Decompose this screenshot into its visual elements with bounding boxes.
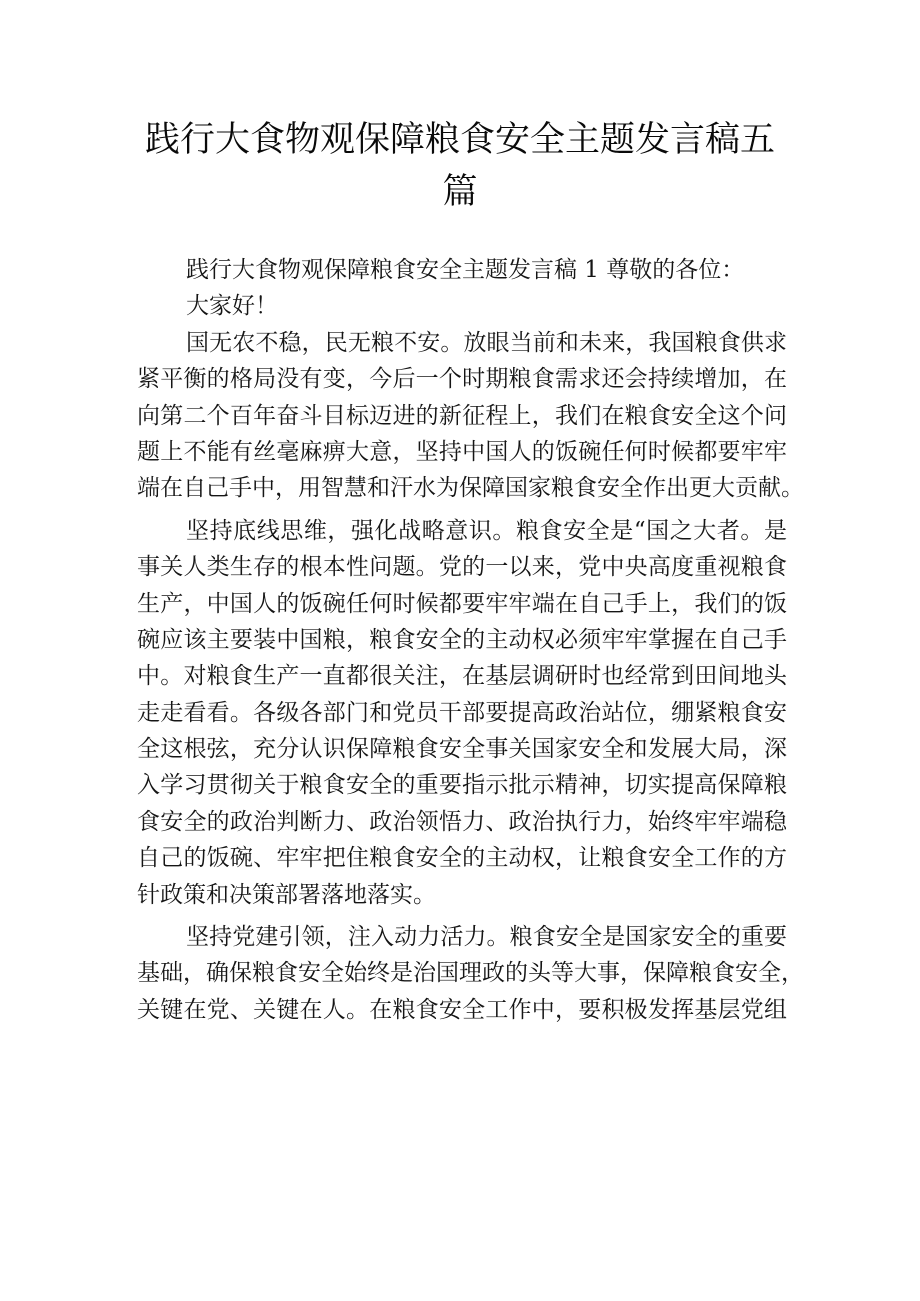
title-line: 践行大食物观保障粮食安全主题发言稿五 [144, 120, 775, 160]
text-line: 坚持党建引领，注入动力活力。粮食安全是国家安全的重要 [186, 924, 787, 951]
paragraph-salutation [137, 252, 787, 288]
text-line: 坚持底线思维，强化战略意识。粮食安全是“国之大者。是 [186, 517, 787, 544]
paragraph-intro [137, 325, 804, 507]
text-line: 紧平衡的格局没有变，今后一个时期粮食需求还会持续增加，在 [137, 366, 787, 393]
text-line: 践行大食物观保障粮食安全主题发言稿 1 尊敬的各位： [186, 257, 745, 283]
text-line: 食安全的政治判断力、政治领悟力、政治执行力，始终牢牢端稳 [137, 808, 787, 835]
text-line: 端在自己手中，用智慧和汗水为保障国家粮食安全作出更大贡献。 [137, 475, 804, 502]
text-line: 事关人类生存的根本性问题。党的一以来，党中央高度重视粮食 [137, 554, 787, 581]
text-line: 走走看看。各级各部门和党员干部要提高政治站位，绷紧粮食安 [137, 699, 787, 726]
text-line: 基础，确保粮食安全始终是治国理政的头等大事，保障粮食安全， [137, 960, 804, 987]
text-line: 生产，中国人的饭碗任何时候都要牢牢端在自己手上，我们的饭 [137, 590, 787, 617]
text-line: 全这根弦，充分认识保障粮食安全事关国家安全和发展大局，深 [137, 736, 787, 763]
document-title [0, 114, 920, 218]
text-line: 针政策和决策部署落地落实。 [137, 881, 436, 908]
text-line: 入学习贯彻关于粮食安全的重要指示批示精神，切实提高保障粮 [137, 772, 787, 799]
text-line: 大家好！ [186, 293, 278, 320]
text-line: 国无农不稳，民无粮不安。放眼当前和未来，我国粮食供求 [186, 329, 787, 356]
text-line: 中。对粮食生产一直都很关注，在基层调研时也经常到田间地头 [137, 663, 787, 690]
paragraph-party-building [137, 919, 804, 1028]
text-line: 题上不能有丝毫麻痹大意，坚持中国人的饭碗任何时候都要牢牢 [137, 438, 787, 465]
text-line: 向第二个百年奋斗目标迈进的新征程上，我们在粮食安全这个问 [137, 402, 787, 429]
title-line: 篇 [442, 172, 478, 212]
text-line: 自己的饭碗、牢牢把住粮食安全的主动权，让粮食安全工作的方 [137, 845, 787, 872]
paragraph-bottom-line-thinking [137, 513, 787, 913]
paragraph-greeting [137, 288, 787, 324]
document-body [137, 252, 804, 1028]
text-line: 关键在党、关键在人。在粮食安全工作中，要积极发挥基层党组 [137, 996, 787, 1023]
text-line: 碗应该主要装中国粮，粮食安全的主动权必须牢牢掌握在自己手 [137, 626, 787, 653]
